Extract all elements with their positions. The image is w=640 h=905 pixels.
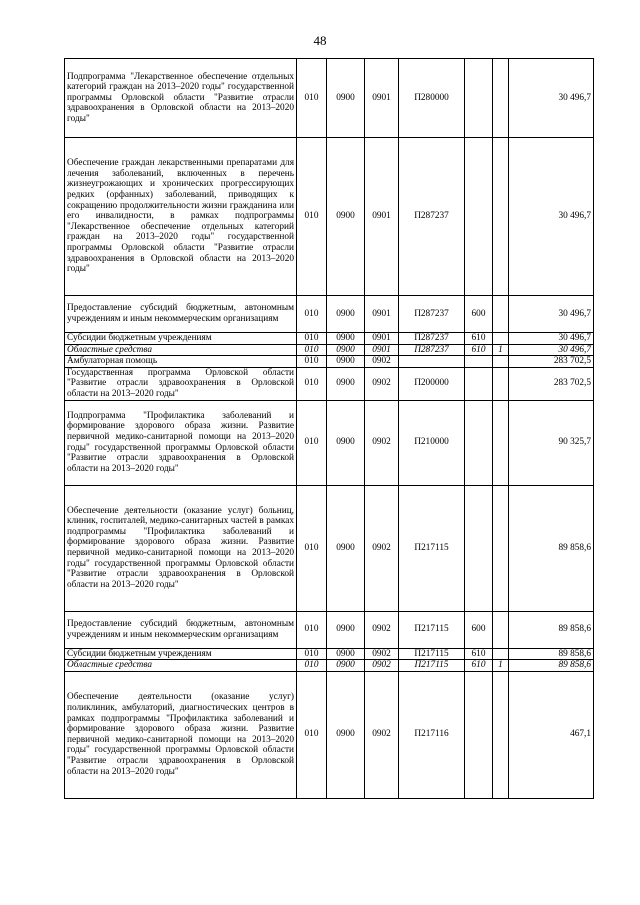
section-code: 0900: [327, 344, 365, 356]
admin-code: 010: [297, 485, 327, 611]
amount: 90 325,7: [509, 400, 594, 485]
expense-name: Обеспечение деятельности (оказание услуг) поликлиник, амбулаторий, диагностических центров в рамках подпрограммы "Профилактика заболеваний и формирование здорового образа жизни. Развитие первичной медико-санитарной помощи на 2013–2020 годы" государственной программы Орловской области "Развитие отрасли здравоохранения в Орловской области на 2013–2020 годы": [65, 671, 297, 798]
target-article-code: П280000: [399, 59, 465, 138]
target-article-code: П217116: [399, 671, 465, 798]
target-article-code: П217115: [399, 648, 465, 660]
expense-type-code: 610: [465, 648, 493, 660]
section-code: 0900: [327, 356, 365, 368]
table-row: [65, 138, 594, 296]
admin-code: 010: [297, 59, 327, 138]
table-row: [65, 344, 594, 356]
section-code: 0900: [327, 367, 365, 400]
subsection-code: 0902: [365, 400, 399, 485]
admin-code: 010: [297, 400, 327, 485]
budget-table: [64, 58, 594, 799]
table-row: [65, 356, 594, 368]
funding-source-code: [493, 59, 509, 138]
table-row: [65, 671, 594, 798]
expense-name: Предоставление субсидий бюджетным, автономным учреждениям и иным некоммерческим организациям: [65, 296, 297, 333]
amount: 283 702,5: [509, 367, 594, 400]
table-row: [65, 59, 594, 138]
section-code: 0900: [327, 485, 365, 611]
funding-source-code: [493, 611, 509, 648]
expense-type-code: [465, 671, 493, 798]
funding-source-code: [493, 138, 509, 296]
funding-source-code: [493, 400, 509, 485]
expense-type-code: [465, 138, 493, 296]
expense-name: Обеспечение деятельности (оказание услуг) больниц, клиник, госпиталей, медико-санитарных частей в рамках подпрограммы "Профилактика заболеваний и формирование здорового образа жизни. Развитие первичной медико-санитарной помощи на 2013–2020 годы" государственной программы Орловской области "Развитие отрасли здравоохранения в Орловской области на 2013–2020 годы": [65, 485, 297, 611]
amount: 30 496,7: [509, 344, 594, 356]
table-row: [65, 367, 594, 400]
table-row: [65, 296, 594, 333]
funding-source-code: [493, 367, 509, 400]
amount: 30 496,7: [509, 138, 594, 296]
amount: 89 858,6: [509, 611, 594, 648]
target-article-code: П287237: [399, 333, 465, 345]
expense-name: Субсидии бюджетным учреждениям: [65, 333, 297, 345]
section-code: 0900: [327, 400, 365, 485]
target-article-code: П210000: [399, 400, 465, 485]
section-code: 0900: [327, 648, 365, 660]
expense-type-code: [465, 485, 493, 611]
target-article-code: П217115: [399, 611, 465, 648]
table-row: [65, 611, 594, 648]
section-code: 0900: [327, 611, 365, 648]
amount: 467,1: [509, 671, 594, 798]
admin-code: 010: [297, 344, 327, 356]
expense-type-code: 610: [465, 660, 493, 672]
subsection-code: 0901: [365, 59, 399, 138]
expense-name: Предоставление субсидий бюджетным, автономным учреждениям и иным некоммерческим организациям: [65, 611, 297, 648]
target-article-code: П217115: [399, 660, 465, 672]
subsection-code: 0902: [365, 367, 399, 400]
expense-name: Областные средства: [65, 344, 297, 356]
target-article-code: П217115: [399, 485, 465, 611]
expense-type-code: 600: [465, 611, 493, 648]
expense-type-code: [465, 367, 493, 400]
expense-name: Амбулаторная помощь: [65, 356, 297, 368]
admin-code: 010: [297, 356, 327, 368]
subsection-code: 0902: [365, 485, 399, 611]
subsection-code: 0901: [365, 138, 399, 296]
target-article-code: П287237: [399, 138, 465, 296]
target-article-code: П287237: [399, 296, 465, 333]
subsection-code: 0902: [365, 671, 399, 798]
table-row: [65, 333, 594, 345]
amount: 283 702,5: [509, 356, 594, 368]
expense-type-code: [465, 59, 493, 138]
admin-code: 010: [297, 660, 327, 672]
admin-code: 010: [297, 367, 327, 400]
table-row: [65, 648, 594, 660]
expense-name: Подпрограмма "Профилактика заболеваний и формирование здорового образа жизни. Развитие первичной медико-санитарной помощи на 2013–2020 годы" государственной программы Орловской области "Развитие отрасли здравоохранения в Орловской области на 2013–2020 годы": [65, 400, 297, 485]
expense-type-code: 600: [465, 296, 493, 333]
target-article-code: П287237: [399, 344, 465, 356]
amount: 30 496,7: [509, 333, 594, 345]
amount: 89 858,6: [509, 660, 594, 672]
amount: 89 858,6: [509, 648, 594, 660]
expense-type-code: 610: [465, 333, 493, 345]
expense-type-code: [465, 356, 493, 368]
expense-name: Государственная программа Орловской области "Развитие отрасли здравоохранения в Орловской области на 2013–2020 годы": [65, 367, 297, 400]
amount: 30 496,7: [509, 296, 594, 333]
admin-code: 010: [297, 611, 327, 648]
admin-code: 010: [297, 333, 327, 345]
funding-source-code: [493, 356, 509, 368]
funding-source-code: [493, 485, 509, 611]
section-code: 0900: [327, 296, 365, 333]
subsection-code: 0902: [365, 611, 399, 648]
subsection-code: 0902: [365, 648, 399, 660]
admin-code: 010: [297, 138, 327, 296]
expense-name: Субсидии бюджетным учреждениям: [65, 648, 297, 660]
section-code: 0900: [327, 138, 365, 296]
admin-code: 010: [297, 296, 327, 333]
section-code: 0900: [327, 660, 365, 672]
funding-source-code: [493, 296, 509, 333]
expense-type-code: [465, 400, 493, 485]
funding-source-code: [493, 648, 509, 660]
section-code: 0900: [327, 59, 365, 138]
admin-code: 010: [297, 671, 327, 798]
page-number: 48: [313, 33, 327, 48]
expense-name: Областные средства: [65, 660, 297, 672]
admin-code: 010: [297, 648, 327, 660]
funding-source-code: [493, 333, 509, 345]
expense-type-code: 610: [465, 344, 493, 356]
section-code: 0900: [327, 671, 365, 798]
subsection-code: 0901: [365, 333, 399, 345]
table-row: [65, 400, 594, 485]
table-row: [65, 660, 594, 672]
subsection-code: 0901: [365, 296, 399, 333]
funding-source-code: [493, 671, 509, 798]
subsection-code: 0902: [365, 356, 399, 368]
section-code: 0900: [327, 333, 365, 345]
funding-source-code: 1: [493, 344, 509, 356]
funding-source-code: 1: [493, 660, 509, 672]
subsection-code: 0902: [365, 660, 399, 672]
table-row: [65, 485, 594, 611]
amount: 30 496,7: [509, 59, 594, 138]
target-article-code: [399, 356, 465, 368]
expense-name: Подпрограмма "Лекарственное обеспечение отдельных категорий граждан на 2013–2020 годы" государственной программы Орловской области "Развитие отрасли здравоохранения в Орловской области на 2013–2020 годы": [65, 59, 297, 138]
table-body: [65, 59, 594, 799]
target-article-code: П200000: [399, 367, 465, 400]
subsection-code: 0901: [365, 344, 399, 356]
amount: 89 858,6: [509, 485, 594, 611]
expense-name: Обеспечение граждан лекарственными препаратами для лечения заболеваний, включенных в перечень жизнеугрожающих и хронических прогрессирующих редких (орфанных) заболеваний, приводящих к сокращению продолжительности жизни гражданина или его инвалидности, в рамках подпрограммы "Лекарственное обеспечение отдельных категорий граждан на 2013–2020 годы" государственной программы Орловской области "Развитие отрасли здравоохранения в Орловской области на 2013–2020 годы": [65, 138, 297, 296]
